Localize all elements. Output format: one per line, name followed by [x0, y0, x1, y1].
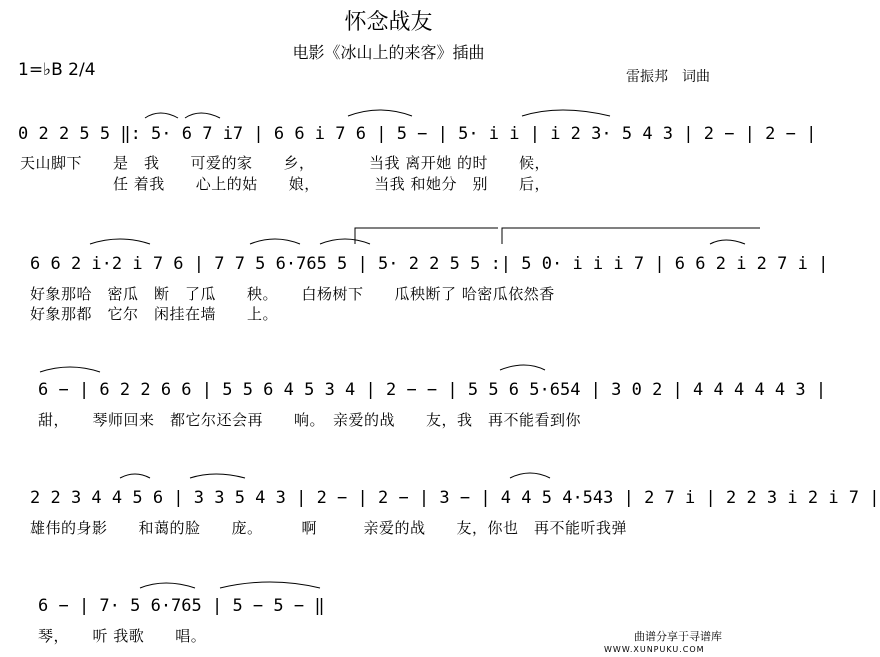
slur-mark [500, 365, 545, 370]
slur-mark [348, 110, 412, 116]
slur-mark [40, 367, 100, 372]
volta-bracket [502, 228, 760, 244]
slur-mark [145, 113, 178, 118]
lyrics-row-4: 雄伟的身影 和蔼的脸 庞。 啊 亲爱的战 友，你也 再不能听我弹 [30, 519, 628, 537]
slur-mark [185, 113, 220, 118]
slur-mark [522, 110, 610, 116]
notation-row-1: 0 2 2 5 5 ‖: 5· 6 7 i7 | 6 6 i 7 6 | 5 − | 5· i i | i 2 3· 5 4 3 | 2 − | 2 − | [18, 124, 817, 144]
lyrics-row-2-verse-2: 好象那都 它尔 闲挂在墙 上。 [30, 305, 279, 323]
slur-mark [320, 239, 370, 244]
notation-row-2: 6 6 2 i·2 i 7 6 | 7 7 5 6·765 5 | 5· 2 2 5 5 :| 5 0· i i i 7 | 6 6 2 i 2 7 i | [30, 254, 829, 274]
slur-mark [190, 474, 245, 478]
song-title: 怀念战友 [344, 10, 433, 35]
slur-mark [220, 582, 320, 588]
notation-row-3: 6 − | 6 2 2 6 6 | 5 5 6 4 5 3 4 | 2 − − | 5 5 6 5·654 | 3 0 2 | 4 4 4 4 4 3 | [38, 380, 827, 400]
slur-mark [140, 583, 195, 588]
volta-bracket [355, 228, 498, 244]
song-subtitle: 电影《冰山上的来客》插曲 [292, 43, 485, 62]
slur-mark [120, 474, 150, 478]
author-credit: 雷振邦 词曲 [626, 69, 710, 85]
footer-credit: 曲谱分享于寻谱库 [634, 630, 722, 643]
footer-url: WWW.XUNPUKU.COM [604, 645, 705, 654]
lyrics-row-1-verse-2: 任 着我 心上的姑 娘， 当我 和她分 别 后， [20, 175, 551, 193]
lyrics-row-5: 琴， 听 我歌 唱。 [38, 627, 207, 645]
notation-row-4: 2 2 3 4 4 5 6 | 3 3 5 4 3 | 2 − | 2 − | 3 − | 4 4 5 4·543 | 2 7 i | 2 2 3 i 2 i 7 | [30, 488, 880, 508]
slur-mark [710, 240, 745, 244]
slur-mark [250, 239, 300, 244]
notation-row-5: 6 − | 7· 5 6·765 | 5 − 5 − ‖ [38, 596, 325, 616]
slur-mark [90, 239, 150, 244]
slur-mark [510, 473, 550, 478]
lyrics-row-2-verse-1: 好象那哈 密瓜 断 了瓜 秧。 白杨树下 瓜秧断了 哈密瓜依然香 [30, 285, 555, 303]
key-signature: 1=♭B 2/4 [18, 60, 96, 80]
lyrics-row-3: 甜， 琴师回来 都它尔还会再 响。 亲爱的战 友，我 再不能看到你 [38, 411, 582, 429]
lyrics-row-1-verse-1: 天山脚下 是 我 可爱的家 乡， 当我 离开她 的时 候， [20, 154, 551, 172]
